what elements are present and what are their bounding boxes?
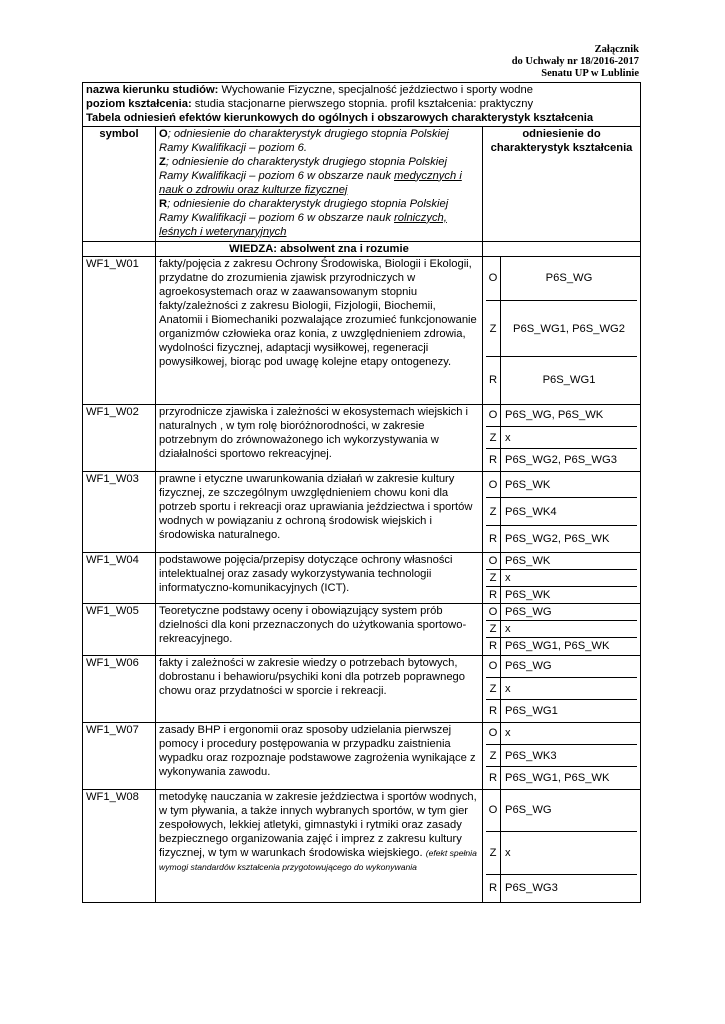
row-symbol: WF1_W04 [83, 552, 156, 603]
ref-letter: Z [486, 569, 501, 586]
row-references [483, 789, 641, 902]
row-symbol: WF1_W06 [83, 655, 156, 722]
ref-row [486, 875, 637, 902]
row-description-text: metodykę nauczania w zakresie jeździectwa i sportów wodnych, w tym pływania, a także innych wybranych sportów, w tym gier zespołowych, lekkiej atletyki, gimnastyki i rytmiki oraz zasady bezpiecznego organizowania zajęć i imprez z zakresu kultury fizycznej, w tym w warunkach środowiska wiejskiego. [159, 790, 477, 859]
r-code: R [159, 197, 168, 210]
category-rest: : absolwent zna i rozumie [273, 242, 409, 255]
ref-letter: Z [486, 620, 501, 637]
row-description: przyrodnicze zjawiska i zależności w ekosystemach wiejskich i naturalnych , w tym rolę bioróżnorodności, w zakresie potrzebnym do zrównoważonego ich wykorzystywania w działalności sportowo rekreacyjnej. [156, 404, 483, 471]
category-empty-cell [483, 241, 641, 256]
ref-value: x [501, 426, 638, 449]
ref-value: P6S_WG [501, 656, 638, 678]
ref-letter: Z [486, 744, 501, 767]
ref-row [486, 525, 637, 551]
ref-row [486, 569, 637, 586]
table-row [83, 471, 641, 552]
reference-subtable [486, 257, 637, 404]
ref-letter: O [486, 405, 501, 427]
description-header [156, 126, 483, 241]
learning-outcomes-table [82, 82, 641, 903]
ref-value: P6S_WG [501, 257, 638, 301]
ref-value: P6S_WG2, P6S_WG3 [505, 453, 617, 466]
table-row [83, 603, 641, 655]
row-symbol: WF1_W03 [83, 471, 156, 552]
ref-row [486, 357, 637, 404]
reference-subtable [486, 790, 637, 902]
row-references [483, 471, 641, 552]
study-field-value: Wychowanie Fizyczne, specjalność jeździectwo i sporty wodne [218, 84, 533, 96]
table-title: Tabela odniesień efektów kierunkowych do ogólnych i obszarowych charakterystyk kształcenia [86, 112, 594, 125]
attachment-header [512, 44, 639, 80]
row-description: fakty i zależności w zakresie wiedzy o potrzebach bytowych, dobrostanu i behawioru/psychiki koni dla potrzeb poprawnego chowu oraz przydatności w sporcie i rekreacji. [156, 655, 483, 722]
study-field-label: nazwa kierunku studiów: [86, 84, 219, 96]
ref-value: P6S_WK4 [501, 498, 638, 525]
reference-header: odniesienie do charakterystyk kształcenia [483, 126, 641, 241]
row-description: zasady BHP i ergonomii oraz sposoby udzielania pierwszej pomocy i procedury postępowania w przypadku zaistnienia wypadku oraz rozpoznaje podstawowe zagrożenia wynikające z wykonywania zawodu. [156, 722, 483, 789]
study-level-line [86, 97, 637, 111]
ref-letter: R [486, 449, 501, 471]
category-label [156, 241, 483, 256]
ref-value: P6S_WG3 [505, 882, 558, 895]
reference-subtable [486, 553, 637, 603]
ref-value: P6S_WK [501, 472, 638, 498]
ref-value: x [501, 723, 638, 745]
ref-value: P6S_WG [501, 604, 638, 621]
ref-letter: R [486, 357, 501, 404]
intro-row [83, 83, 641, 127]
reference-subtable [486, 472, 637, 552]
ref-row [486, 426, 637, 449]
row-references [483, 655, 641, 722]
ref-row [486, 790, 637, 832]
row-symbol: WF1_W02 [83, 404, 156, 471]
ref-row [486, 472, 637, 498]
row-references [483, 552, 641, 603]
header-line-2: do Uchwały nr 18/2016-2017 [511, 56, 639, 67]
z-area-underlined: medycznych i nauk o zdrowiu oraz kulturze fizycznej [159, 169, 462, 196]
ref-value: P6S_WG1, P6S_WK [505, 771, 610, 784]
ref-letter: O [486, 656, 501, 678]
ref-letter: O [486, 723, 501, 745]
row-description: prawne i etyczne uwarunkowania działań w zakresie kultury fizycznej, ze szczególnym uwzględnieniem chowu koni dla potrzeb sportu i rekreacji oraz uprawiania jeździectwa i sportów wodnych w powiązaniu z ochroną środowisk wiejskich i środowiska naturalnego. [156, 471, 483, 552]
table-row [83, 789, 641, 902]
row-symbol: WF1_W08 [83, 789, 156, 902]
ref-letter: O [486, 553, 501, 569]
ref-letter: R [486, 700, 501, 722]
row-description: Teoretyczne podstawy oceny i obowiązujący system prób dzielności dla koni przeznaczonych do użytkowania sportowo-rekreacyjnego. [156, 603, 483, 655]
row-description: podstawowe pojęcia/przepisy dotyczące ochrony własności intelektualnej oraz zasady wykorzystywania technologii informatyczno-komunikacyjnych (ICT). [156, 552, 483, 603]
ref-row [486, 604, 637, 621]
table-row [83, 404, 641, 471]
ref-letter: R [486, 638, 501, 655]
row-symbol: WF1_W07 [83, 722, 156, 789]
ref-row [486, 586, 637, 603]
ref-value: P6S_WG1 [542, 374, 596, 387]
ref-row [486, 744, 637, 767]
header-line-1: Załącznik [594, 44, 639, 55]
r-description: ; odniesienie do charakterystyk drugiego stopnia Polskiej Ramy Kwalifikacji – poziom 6 w obszarze nauk [159, 197, 449, 224]
row-references [483, 256, 641, 404]
header-line-3: Senatu UP w Lublinie [541, 68, 639, 79]
reference-subtable [486, 656, 637, 722]
o-description: ; odniesienie do charakterystyk drugiego stopnia Polskiej Ramy Kwalifikacji – poziom 6. [159, 127, 449, 154]
ref-letter: R [486, 767, 501, 789]
study-level-label: poziom kształcenia: [86, 98, 192, 111]
ref-letter: O [486, 604, 501, 621]
ref-row [486, 638, 637, 655]
ref-letter: Z [486, 426, 501, 449]
ref-value: P6S_WK [501, 553, 638, 569]
table-row [83, 722, 641, 789]
row-description: fakty/pojęcia z zakresu Ochrony Środowiska, Biologii i Ekologii, przydatne do zrozumienia zjawisk przyrodniczych w agroekosystemach oraz w zaawansowanym stopniu fakty/zależności z zakresu Biologii, Fizjologii, Biochemii, Anatomii i Biomechaniki pozwalające zrozumieć funkcjonowanie organizmów człowieka oraz konia, z uwzględnieniem zdrowia, wydolności fizycznej, adaptacji wysiłkowej, regeneracji powysiłkowej, biorąc pod uwagę kolejne etapy ontogenezy. [156, 256, 483, 404]
row-references [483, 722, 641, 789]
ref-row [486, 553, 637, 569]
ref-value: P6S_WG2, P6S_WK [505, 532, 610, 545]
row-references [483, 404, 641, 471]
ref-letter: O [486, 472, 501, 498]
ref-letter: Z [486, 498, 501, 525]
ref-letter: Z [486, 832, 501, 875]
ref-letter: Z [486, 301, 501, 357]
table-row [83, 256, 641, 404]
o-code: O [159, 127, 168, 140]
ref-row [486, 677, 637, 700]
intro-cell [83, 83, 641, 127]
ref-value: P6S_WK [505, 588, 551, 601]
reference-subtable [486, 405, 637, 471]
z-code: Z [159, 155, 166, 168]
ref-row [486, 405, 637, 427]
reference-subtable [486, 723, 637, 789]
ref-row [486, 656, 637, 678]
column-header-row [83, 126, 641, 241]
ref-value: P6S_WG1, P6S_WG2 [501, 301, 638, 357]
ref-value: x [501, 620, 638, 637]
category-name: WIEDZA [229, 242, 274, 255]
ref-row [486, 449, 637, 471]
ref-value: P6S_WK3 [501, 744, 638, 767]
ref-value: P6S_WG [501, 790, 638, 832]
ref-value: x [501, 677, 638, 700]
ref-letter: O [486, 790, 501, 832]
ref-row [486, 257, 637, 301]
reference-subtable [486, 604, 637, 655]
ref-row [486, 700, 637, 722]
table-row [83, 655, 641, 722]
table-row [83, 552, 641, 603]
ref-row [486, 620, 637, 637]
row-references [483, 603, 641, 655]
category-row [83, 241, 641, 256]
study-field-line [86, 83, 637, 97]
ref-value: P6S_WG, P6S_WK [501, 405, 638, 427]
category-empty-cell [83, 241, 156, 256]
ref-letter: R [486, 586, 501, 603]
ref-row [486, 498, 637, 525]
ref-value: P6S_WG1, P6S_WK [505, 640, 610, 653]
row-description [156, 789, 483, 902]
ref-value: P6S_WG1 [505, 704, 558, 717]
r-area-underlined: rolniczych, leśnych i weterynaryjnych [159, 211, 447, 238]
row-symbol: WF1_W05 [83, 603, 156, 655]
ref-value: x [501, 569, 638, 586]
ref-row [486, 767, 637, 789]
z-description: ; odniesienie do charakterystyk drugiego stopnia Polskiej Ramy Kwalifikacji – poziom 6 w obszarze nauk [159, 155, 447, 182]
study-level-value: studia stacjonarne pierwszego stopnia. profil kształcenia: praktyczny [191, 98, 534, 111]
ref-row [486, 301, 637, 357]
ref-row [486, 723, 637, 745]
ref-value: x [501, 832, 638, 875]
ref-letter: R [486, 525, 501, 551]
ref-row [486, 832, 637, 875]
row-footnote: (efekt spełnia wymogi standardów kształcenia przygotowującego do wykonywania [159, 847, 477, 872]
row-symbol: WF1_W01 [83, 256, 156, 404]
ref-letter: R [486, 875, 501, 902]
symbol-header: symbol [83, 126, 156, 241]
ref-letter: Z [486, 677, 501, 700]
ref-letter: O [486, 257, 501, 301]
